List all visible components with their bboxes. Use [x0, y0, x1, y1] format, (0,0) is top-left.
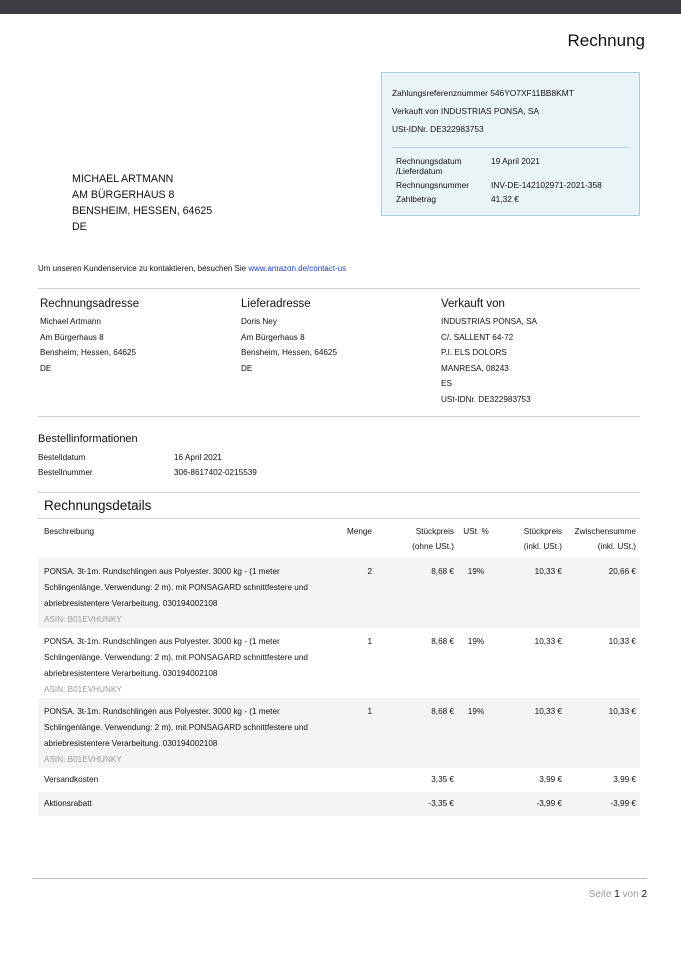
item-description	[38, 628, 328, 698]
item-unit-gross: 10,33 €	[498, 698, 566, 768]
table-row	[38, 558, 640, 628]
seller-heading: Verkauft von	[441, 298, 505, 310]
item-unit-net: 8,68 €	[376, 698, 458, 768]
order-date-label: Bestelldatum	[38, 453, 86, 462]
desc-line: abriebresistentere Verarbeitung. 030194002108	[44, 599, 218, 608]
delivery-line: Bensheim, Hessen, 64625	[241, 348, 338, 357]
shipping-qty	[328, 768, 376, 792]
item-asin: ASIN: B01EVHUNKY	[44, 755, 122, 764]
divider	[38, 416, 640, 417]
col-unit-net	[376, 520, 458, 558]
table-row	[38, 698, 640, 768]
discount-unit-net: -3,35 €	[376, 792, 458, 816]
buyer-line: MICHAEL ARTMANN	[72, 173, 174, 185]
summary-row-number	[396, 180, 602, 194]
seller-line: MANRESA, 08243	[441, 363, 509, 373]
discount-subtotal: -3,99 €	[566, 792, 640, 816]
seller-line: P.I. ELS DOLORS	[441, 348, 507, 357]
buyer-line: BENSHEIM, HESSEN, 64625	[72, 205, 213, 217]
desc-line: PONSA. 3t-1m. Rundschlingen aus Polyester. 3000 kg - (1 meter	[44, 637, 280, 646]
desc-line: abriebresistentere Verarbeitung. 030194002108	[44, 739, 218, 748]
item-asin: ASIN: B01EVHUNKY	[44, 685, 122, 694]
item-subtotal: 20,66 €	[566, 558, 640, 628]
col-unit-gross-line2: (inkl. USt.)	[523, 542, 562, 551]
item-unit-gross: 10,33 €	[498, 558, 566, 628]
buyer-line: AM BÜRGERHAUS 8	[72, 189, 175, 201]
seller-line: ES	[441, 379, 452, 388]
col-subtotal-line1: Zwischensumme	[574, 527, 636, 536]
summary-label	[396, 156, 491, 180]
summary-row-amount	[396, 194, 602, 208]
discount-vat	[458, 792, 498, 816]
contact-line	[38, 264, 346, 273]
shipping-subtotal: 3,99 €	[613, 775, 636, 784]
item-unit-gross: 10,33 €	[534, 637, 562, 646]
billing-heading: Rechnungsadresse	[40, 298, 140, 310]
table-header-row	[38, 520, 640, 558]
of-word: von	[622, 889, 639, 900]
discount-qty	[328, 792, 376, 816]
contact-link[interactable]: www.amazon.de/contact-us	[248, 264, 347, 273]
item-quantity: 1	[328, 698, 376, 768]
seller-line: C/. SALLENT 64-72	[441, 332, 514, 342]
col-subtotal-line2: (inkl. USt.)	[597, 542, 636, 551]
summary-row-date	[396, 156, 602, 180]
item-subtotal: 10,33 €	[566, 698, 640, 768]
col-description: Beschreibung	[44, 527, 95, 536]
desc-line: Schlingenlänge. Verwendung: 2 m). mit PONSAGARD schnittfestere und	[44, 583, 308, 592]
billing-line: DE	[40, 363, 52, 373]
details-heading: Rechnungsdetails	[44, 498, 152, 513]
discount-row	[38, 792, 640, 816]
item-vat: 19%	[467, 637, 485, 646]
item-description	[38, 558, 328, 628]
order-number-label: Bestellnummer	[38, 468, 93, 477]
current-page: 1	[614, 889, 620, 900]
desc-line: Schlingenlänge. Verwendung: 2 m). mit PONSAGARD schnittfestere und	[44, 723, 308, 732]
delivery-heading: Lieferadresse	[241, 298, 311, 310]
delivery-line: DE	[241, 363, 253, 373]
buyer-address	[72, 171, 212, 235]
shipping-vat	[458, 768, 498, 792]
delivery-line: Doris Ney	[241, 317, 277, 326]
document-title: Rechnung	[567, 31, 645, 50]
divider	[38, 288, 640, 289]
summary-value: 41,32 €	[491, 194, 519, 204]
shipping-unit-net: 3,35 €	[431, 775, 454, 784]
item-quantity: 2	[328, 558, 376, 628]
col-quantity: Menge	[346, 527, 372, 536]
billing-address	[40, 298, 139, 378]
order-date-row	[38, 453, 257, 468]
col-vat: USt. %	[463, 527, 489, 536]
seller-address	[441, 298, 537, 409]
col-unit-net-line2: (ohne USt.)	[412, 542, 454, 551]
order-number-row	[38, 468, 257, 483]
summary-label: Rechnungsnummer	[396, 180, 470, 190]
payment-reference: Zahlungsreferenznummer 546YO7XF11BB8KMT	[392, 88, 574, 98]
billing-line: Michael Artmann	[40, 317, 101, 326]
total-pages: 2	[641, 889, 647, 900]
invoice-items-table	[38, 520, 640, 816]
order-info-heading: Bestellinformationen	[38, 433, 138, 445]
vat-id-line: USt-IDNr. DE322983753	[392, 124, 484, 134]
desc-line: PONSA. 3t-1m. Rundschlingen aus Polyester. 3000 kg - (1 meter	[44, 567, 280, 576]
seller-line: USt-IDNr. DE322983753	[441, 394, 531, 404]
order-info-table	[38, 453, 257, 483]
top-bar	[0, 0, 681, 14]
buyer-line: DE	[72, 221, 87, 233]
summary-divider	[392, 147, 629, 148]
order-date-value: 16 April 2021	[174, 453, 222, 462]
col-unit-gross	[498, 520, 566, 558]
summary-value: INV-DE-142102971-2021-358	[491, 180, 602, 190]
divider	[38, 518, 640, 519]
item-unit-net: 8,68 €	[431, 637, 454, 646]
contact-text: Um unseren Kundenservice zu kontaktieren, besuchen Sie	[38, 264, 249, 273]
item-vat: 19%	[458, 698, 498, 768]
discount-unit-gross: -3,99 €	[498, 792, 566, 816]
summary-label: Zahlbetrag	[396, 194, 437, 204]
desc-line: abriebresistentere Verarbeitung. 030194002108	[44, 669, 218, 678]
item-subtotal: 10,33 €	[608, 637, 636, 646]
order-number-value: 306-8617402-0215539	[174, 468, 257, 477]
table-row	[38, 628, 640, 698]
summary-value: 19 April 2021	[491, 156, 540, 166]
col-subtotal	[566, 520, 640, 558]
page-number	[589, 889, 647, 900]
shipping-label: Versandkosten	[44, 775, 99, 784]
delivery-line: Am Bürgerhaus 8	[241, 332, 305, 342]
summary-label-line1: Rechnungsdatum	[396, 156, 462, 166]
item-description	[38, 698, 328, 768]
col-unit-net-line1: Stückpreis	[415, 527, 454, 536]
item-asin: ASIN: B01EVHUNKY	[44, 615, 122, 624]
billing-line: Am Bürgerhaus 8	[40, 332, 104, 342]
col-unit-gross-line1: Stückpreis	[523, 527, 562, 536]
footer-divider	[32, 878, 647, 879]
desc-line: Schlingenlänge. Verwendung: 2 m). mit PONSAGARD schnittfestere und	[44, 653, 308, 662]
summary-label-line2: /Lieferdatum	[396, 166, 443, 176]
divider	[38, 492, 640, 493]
invoice-summary-box	[381, 72, 640, 216]
delivery-address	[241, 298, 337, 378]
item-vat: 19%	[458, 558, 498, 628]
shipping-row	[38, 768, 640, 792]
item-quantity: 1	[367, 637, 372, 646]
summary-table	[396, 156, 602, 208]
desc-line: PONSA. 3t-1m. Rundschlingen aus Polyester. 3000 kg - (1 meter	[44, 707, 280, 716]
item-unit-net: 8,68 €	[376, 558, 458, 628]
sold-by-line: Verkauft von INDUSTRIAS PONSA, SA	[392, 106, 540, 116]
billing-line: Bensheim, Hessen, 64625	[40, 348, 137, 357]
discount-label: Aktionsrabatt	[38, 792, 328, 816]
seller-line: INDUSTRIAS PONSA, SA	[441, 317, 537, 326]
shipping-unit-gross: 3,99 €	[539, 775, 562, 784]
page-word: Seite	[588, 889, 612, 900]
